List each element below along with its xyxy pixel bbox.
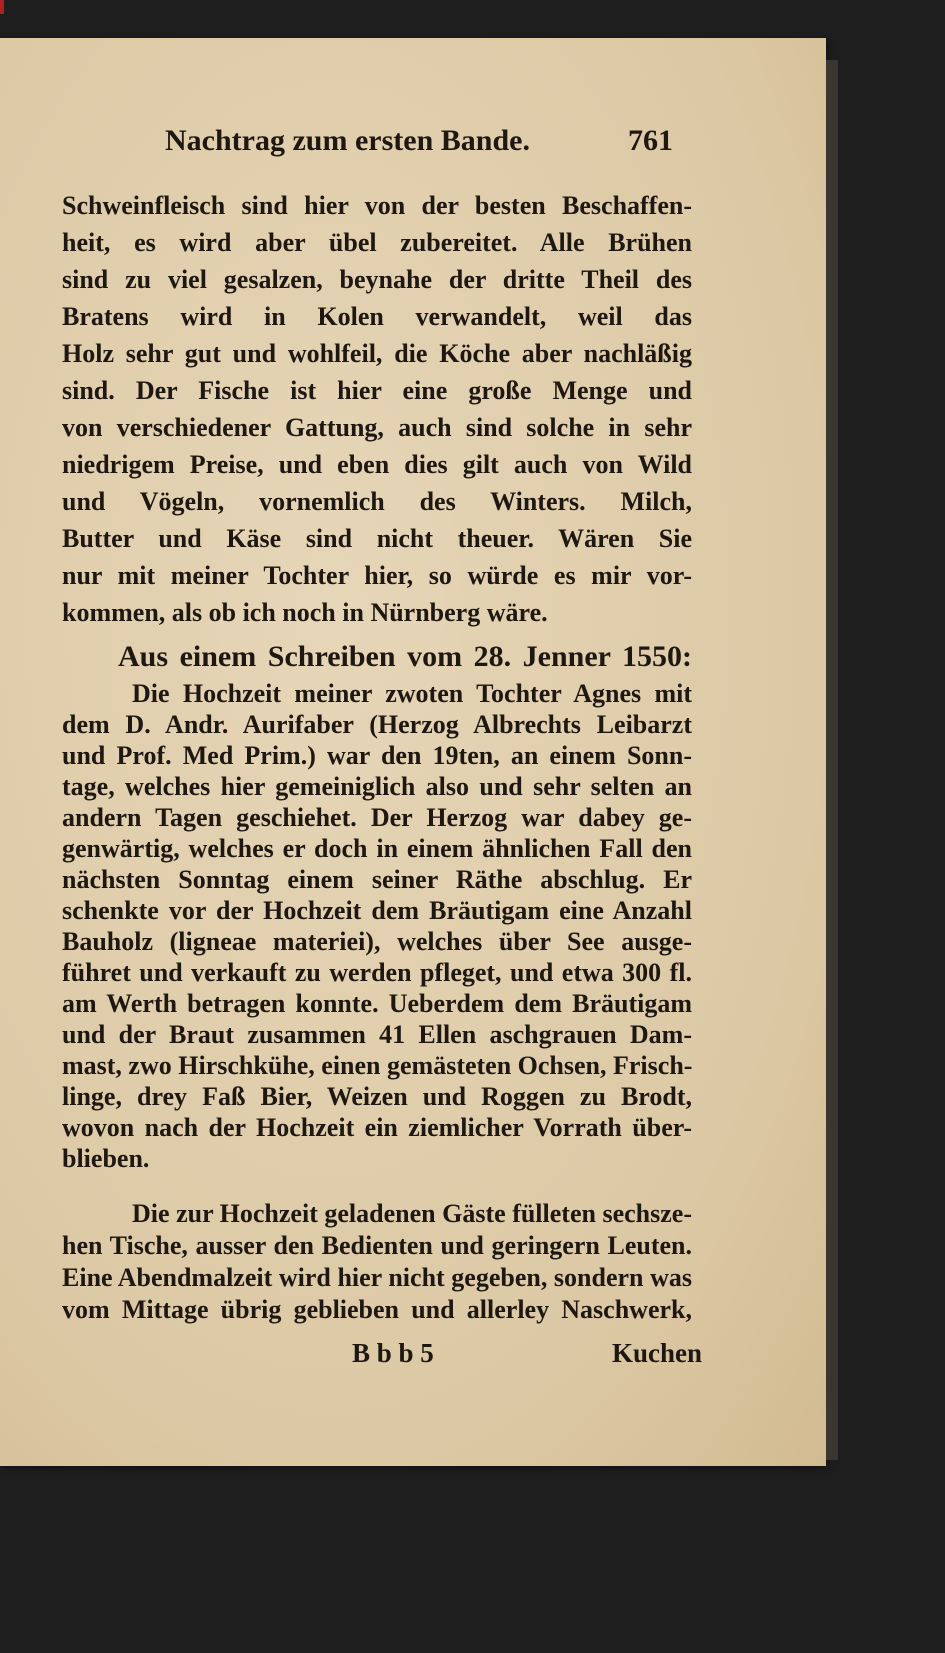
text-line: Bratens wird in Kolen verwandelt, weil das xyxy=(62,302,692,331)
text-line: führet und verkauft zu werden pfleget, und etwa 300 fl. xyxy=(62,958,692,987)
text-line: Die zur Hochzeit geladenen Gäste fülleten sechsze- xyxy=(132,1199,692,1228)
catchword: Kuchen xyxy=(612,1338,703,1368)
text-line: mast, zwo Hirschkühe, einen gemästeten Ochsen, Frisch- xyxy=(62,1051,693,1080)
text-line: andern Tagen geschiehet. Der Herzog war dabey ge- xyxy=(62,803,692,832)
text-line: nächsten Sonntag einem seiner Räthe abschlug. Er xyxy=(62,865,692,894)
running-title: Nachtrag zum ersten Bande. xyxy=(165,124,530,157)
text-line: sind zu viel gesalzen, beynahe der dritte Theil des xyxy=(62,265,692,294)
text-line: hen Tische, ausser den Bedienten und geringern Leuten. xyxy=(62,1231,692,1260)
text-line: wovon nach der Hochzeit ein ziemlicher Vorrath über- xyxy=(62,1113,692,1142)
text-line: Schweinfleisch sind hier von der besten Beschaffen- xyxy=(62,191,692,220)
text-line: dem D. Andr. Aurifaber (Herzog Albrechts Leibarzt xyxy=(62,710,692,739)
page-number: 761 xyxy=(628,124,673,157)
text-line: linge, drey Faß Bier, Weizen und Roggen zu Brodt, xyxy=(62,1082,692,1111)
text-line: Holz sehr gut und wohlfeil, die Köche aber nachläßig xyxy=(62,339,692,368)
text-line: und Prof. Med Prim.) war den 19ten, an einem Sonn- xyxy=(62,741,692,770)
signature-mark: B b b 5 xyxy=(352,1338,434,1368)
text-line: und der Braut zusammen 41 Ellen aschgrauen Dam- xyxy=(62,1020,692,1049)
text-line: sind. Der Fische ist hier eine große Menge und xyxy=(62,376,692,405)
text-line: genwärtig, welches er doch in einem ähnlichen Fall den xyxy=(62,834,692,863)
text-line: am Werth betragen konnte. Ueberdem dem Bräutigam xyxy=(62,989,692,1018)
text-line: Eine Abendmalzeit wird hier nicht gegeben, sondern was xyxy=(62,1263,692,1292)
section-heading: Aus einem Schreiben vom 28. Jenner 1550: xyxy=(118,640,692,673)
text-line: Die Hochzeit meiner zwoten Tochter Agnes mit xyxy=(132,679,692,708)
text-line: blieben. xyxy=(62,1144,150,1173)
text-line: nur mit meiner Tochter hier, so würde es mir vor- xyxy=(62,561,692,590)
page-edge xyxy=(826,60,838,1460)
text-line: kommen, als ob ich noch in Nürnberg wäre. xyxy=(62,598,548,627)
text-line: schenkte vor der Hochzeit dem Bräutigam eine Anzahl xyxy=(62,896,692,925)
text-line: und Vögeln, vornemlich des Winters. Milch, xyxy=(62,487,692,516)
text-line: Butter und Käse sind nicht theuer. Wären Sie xyxy=(62,524,692,553)
text-line: von verschiedener Gattung, auch sind solche in sehr xyxy=(62,413,692,442)
text-line: niedrigem Preise, und eben dies gilt auch von Wild xyxy=(62,450,692,479)
text-line: heit, es wird aber übel zubereitet. Alle Brühen xyxy=(62,228,692,257)
text-line: tage, welches hier gemeiniglich also und sehr selten an xyxy=(62,772,692,801)
text-line: Bauholz (ligneae materiei), welches über See ausge- xyxy=(62,927,692,956)
text-line: vom Mittage übrig geblieben und allerley Naschwerk, xyxy=(62,1295,692,1324)
scan-edge-mark xyxy=(0,0,4,14)
